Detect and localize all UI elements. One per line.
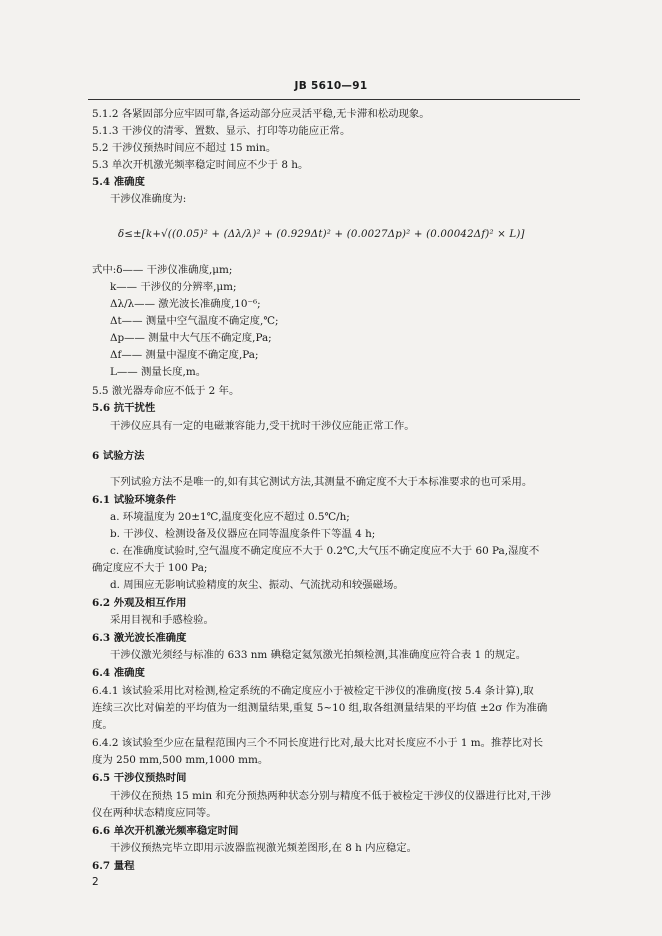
heading-6-5: 6.5 干涉仪预热时间 [92, 772, 187, 784]
heading-6-6: 6.6 单次开机激光频率稳定时间 [92, 825, 239, 837]
clause-5-6-body: 干涉仪应具有一定的电磁兼容能力,受干扰时干涉仪应能正常工作。 [110, 420, 415, 432]
item-a: a. 环境温度为 20±1℃,温度变化应不超过 0.5℃/h; [110, 511, 350, 523]
heading-6-2: 6.2 外观及相互作用 [92, 597, 187, 609]
clause-6-4-1-cont: 连续三次比对偏差的平均值为一组测量结果,重复 5~10 组,取各组测量结果的平均值 ±2σ 作为准确 [92, 702, 548, 714]
item-d: d. 周围应无影响试验精度的灰尘、振动、气流扰动和较强磁场。 [110, 579, 404, 591]
symbol-humidity: Δf—— 测量中湿度不确定度,Pa; [110, 349, 259, 361]
accuracy-intro: 干涉仪准确度为: [110, 193, 187, 205]
clause-6-4-2: 6.4.2 该试验至少应在量程范围内三个不同长度进行比对,最大比对长度应不小于 1 m。推荐比对长 [92, 737, 543, 749]
item-c: c. 在准确度试验时,空气温度不确定度应不大于 0.2℃,大气压不确定度应不大于 60 Pa,湿度不 [110, 545, 540, 557]
symbol-k: k—— 干涉仪的分辨率,μm; [110, 281, 237, 293]
symbol-delta: 式中:δ—— 干涉仪准确度,μm; [92, 264, 233, 276]
heading-6-1: 6.1 试验环境条件 [92, 494, 177, 506]
clause-6-4-1-end: 度。 [92, 719, 113, 731]
clause-5-1-2: 5.1.2 各紧固部分应牢固可靠,各运动部分应灵活平稳,无卡滞和松动现象。 [92, 108, 430, 120]
heading-6-4: 6.4 准确度 [92, 667, 145, 679]
heading-6-3: 6.3 激光波长准确度 [92, 632, 187, 644]
heading-5-4: 5.4 准确度 [92, 176, 145, 188]
clause-6-5-body: 干涉仪在预热 15 min 和充分预热两种状态分别与精度不低于被检定干涉仪的仪器进行比对,干涉 [110, 790, 552, 802]
clause-6-4-2-cont: 度为 250 mm,500 mm,1000 mm。 [92, 754, 269, 766]
accuracy-formula: δ≤±[k+√((0.05)² + (Δλ/λ)² + (0.929Δt)² + (0.0027Δp)² + (0.00042Δf)² × L)] [118, 229, 525, 240]
clause-6-6-body: 干涉仪预热完毕立即用示波器监视激光频差图形,在 8 h 内应稳定。 [110, 842, 418, 854]
header-rule [88, 99, 580, 100]
clause-5-3: 5.3 单次开机激光频率稳定时间应不少于 8 h。 [92, 159, 309, 171]
heading-6: 6 试验方法 [92, 450, 145, 462]
standard-code-header: JB 5610—91 [294, 80, 368, 92]
item-c-cont: 确定度应不大于 100 Pa; [92, 562, 208, 574]
clause-6-3-body: 干涉仪激光须经与标准的 633 nm 碘稳定氦氖激光拍频检测,其准确度应符合表 1 的规定。 [110, 649, 527, 661]
clause-6-2-body: 采用目视和手感检验。 [110, 614, 214, 626]
symbol-wavelength: Δλ/λ—— 激光波长准确度,10⁻⁶; [110, 298, 261, 310]
symbol-length: L—— 测量长度,m。 [110, 366, 207, 378]
item-b: b. 干涉仪、检测设备及仪器应在同等温度条件下等温 4 h; [110, 528, 376, 540]
symbol-pressure: Δp—— 测量中大气压不确定度,Pa; [110, 332, 272, 344]
heading-5-6: 5.6 抗干扰性 [92, 402, 156, 414]
clause-5-5: 5.5 激光器寿命应不低于 2 年。 [92, 385, 240, 397]
page-number: 2 [92, 876, 99, 888]
clause-6-4-1: 6.4.1 该试验采用比对检测,检定系统的不确定度应小于被检定干涉仪的准确度(按 5.4 条计算),取 [92, 685, 534, 697]
clause-5-1-3: 5.1.3 干涉仪的清零、置数、显示、打印等功能应正常。 [92, 125, 351, 137]
heading-6-7: 6.7 量程 [92, 860, 135, 872]
symbol-temperature: Δt—— 测量中空气温度不确定度,℃; [110, 315, 279, 327]
clause-6-5-cont: 仪在两种状态精度应同等。 [92, 807, 217, 819]
clause-5-2: 5.2 干涉仪预热时间应不超过 15 min。 [92, 142, 277, 154]
clause-6-intro: 下列试验方法不是唯一的,如有其它测试方法,其测量不确定度不大于本标准要求的也可采用。 [110, 476, 533, 488]
